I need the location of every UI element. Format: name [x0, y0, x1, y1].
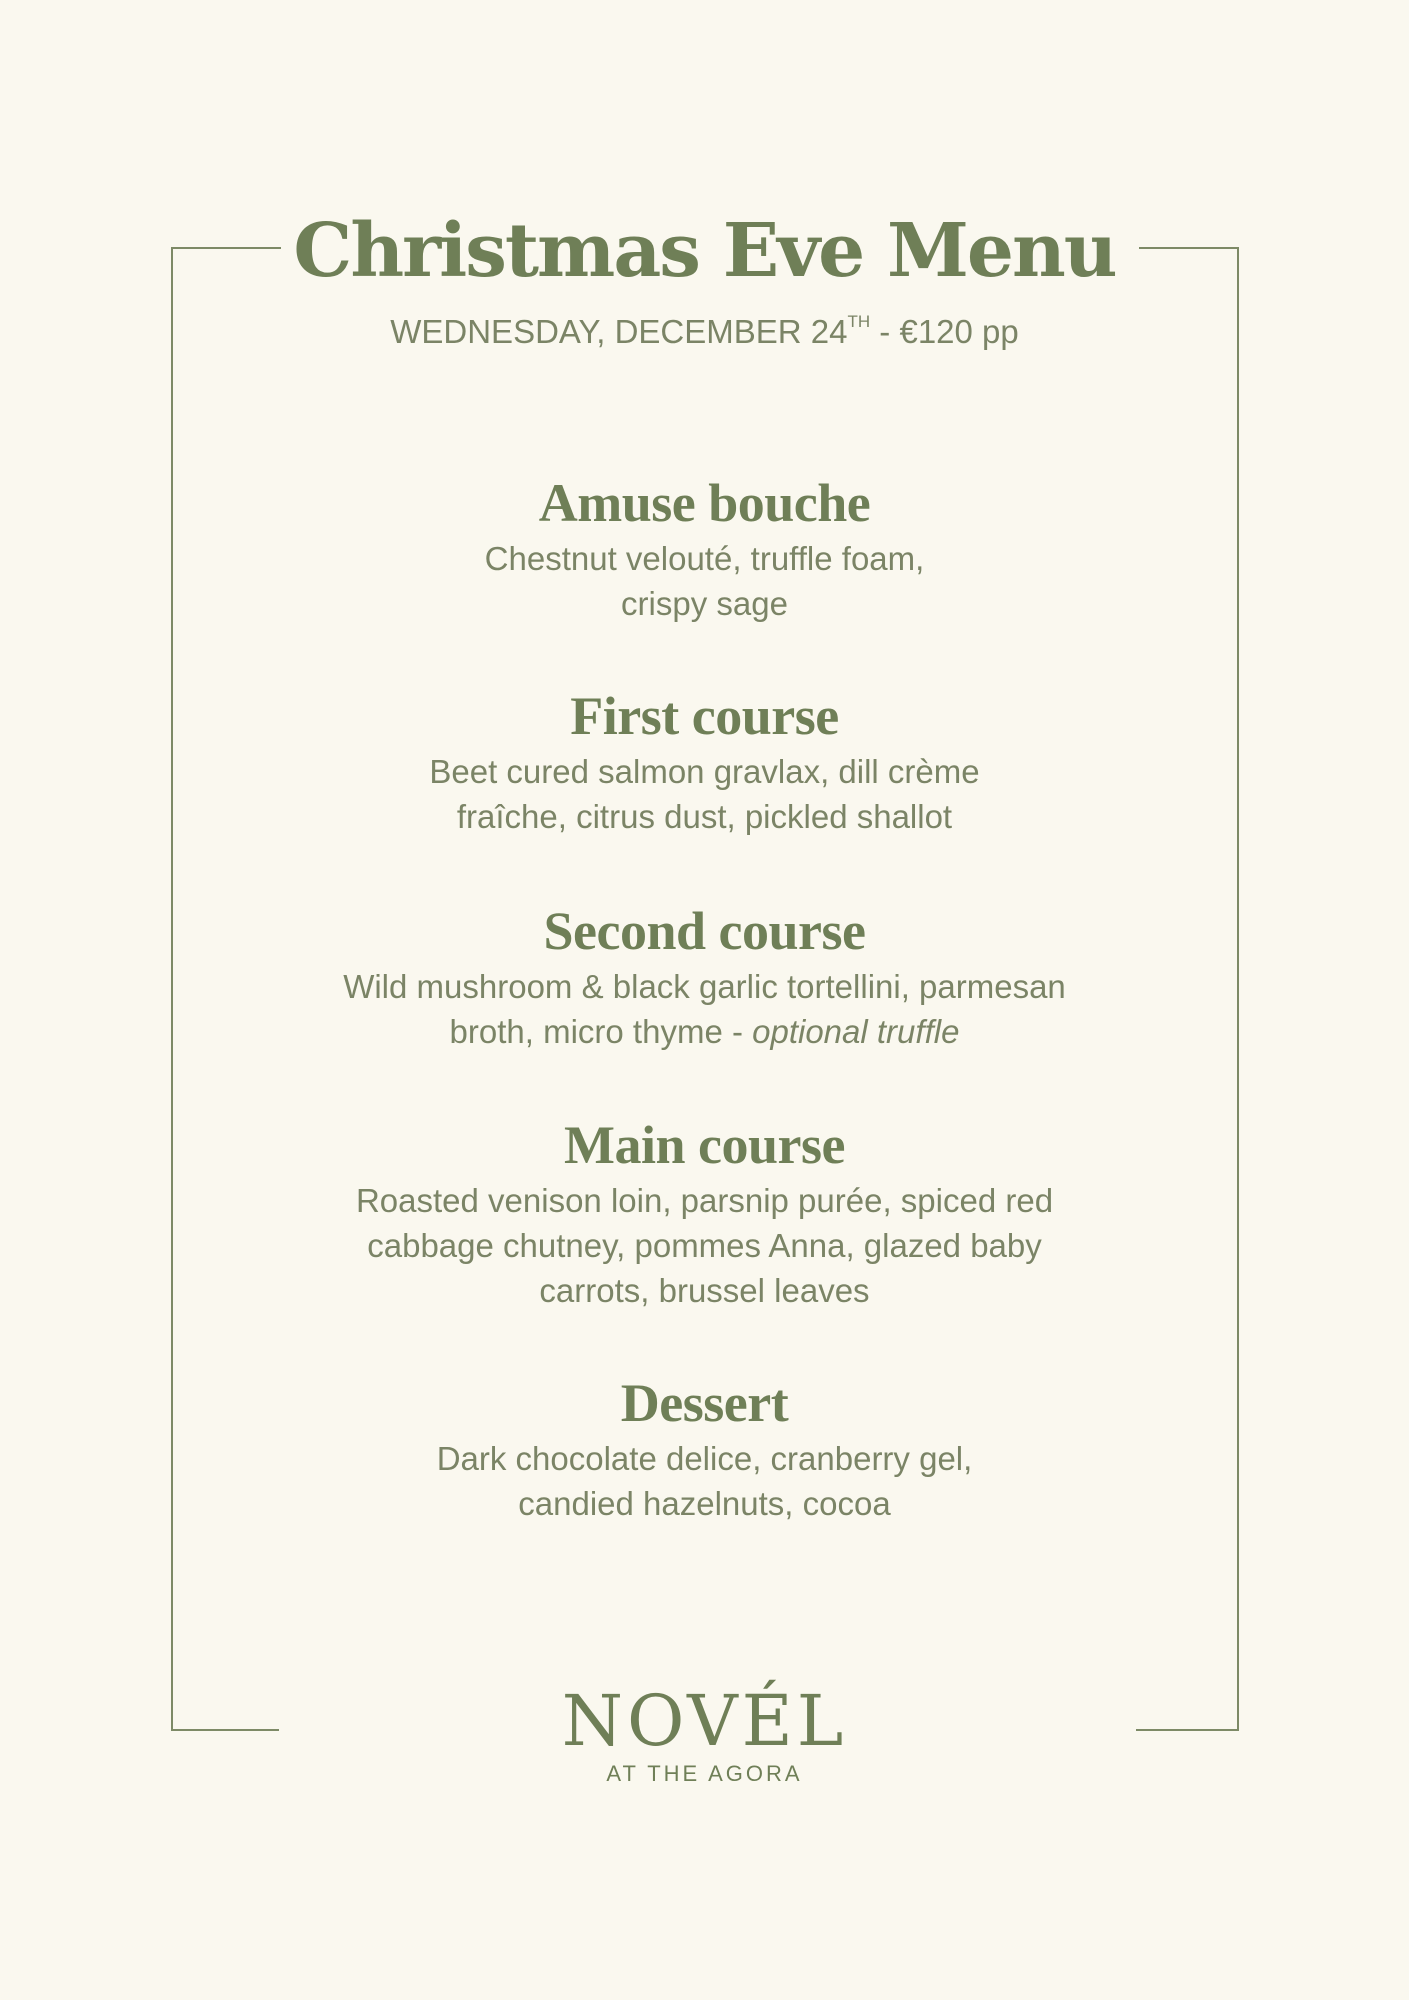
course-first: [200, 683, 1209, 839]
menu-date-suffix: TH: [847, 312, 871, 331]
course-line: crispy sage: [621, 585, 788, 622]
course-name: Second course: [543, 901, 866, 961]
course-description: [200, 1436, 1209, 1526]
course-description: [200, 749, 1209, 839]
course-description: [200, 1178, 1209, 1313]
menu-date-price: [0, 304, 1409, 354]
course-line: Wild mushroom & black garlic tortellini, parmesan: [343, 968, 1066, 1005]
course-line: fraîche, citrus dust, pickled shallot: [456, 798, 953, 835]
menu-price: - €120 pp: [870, 313, 1019, 350]
course-name: Main course: [564, 1115, 845, 1175]
frame-right-border: [1237, 247, 1239, 1731]
course-line: Roasted venison loin, parsnip purée, spiced red: [355, 1182, 1054, 1219]
course-line: Beet cured salmon gravlax, dill crème: [429, 753, 980, 790]
restaurant-tagline: AT THE AGORA: [606, 1761, 803, 1786]
course-dessert: [200, 1370, 1209, 1526]
course-name: Dessert: [620, 1373, 789, 1433]
course-line: carrots, brussel leaves: [539, 1272, 870, 1309]
course-name: First course: [570, 686, 839, 746]
course-second: [200, 898, 1209, 1054]
course-description: [200, 536, 1209, 626]
course-line: cabbage chutney, pommes Anna, glazed baby: [367, 1227, 1042, 1264]
menu-date: WEDNESDAY, DECEMBER 24: [390, 313, 848, 350]
course-line: Chestnut velouté, truffle foam,: [484, 540, 925, 577]
course-description: [200, 964, 1209, 1054]
restaurant-logo: NOVÉL: [561, 1680, 848, 1762]
course-line: Dark chocolate delice, cranberry gel,: [436, 1440, 973, 1477]
course-line: candied hazelnuts, cocoa: [518, 1485, 891, 1522]
course-name: Amuse bouche: [538, 473, 871, 533]
menu-title: Christmas Eve Menu: [293, 208, 1116, 294]
course-main: [200, 1112, 1209, 1313]
course-amuse-bouche: [200, 470, 1209, 626]
frame-left-border: [171, 247, 173, 1731]
course-line: [200, 1009, 1209, 1054]
course-line-text: broth, micro thyme -: [449, 1013, 753, 1050]
course-optional-text: optional truffle: [752, 1013, 960, 1050]
